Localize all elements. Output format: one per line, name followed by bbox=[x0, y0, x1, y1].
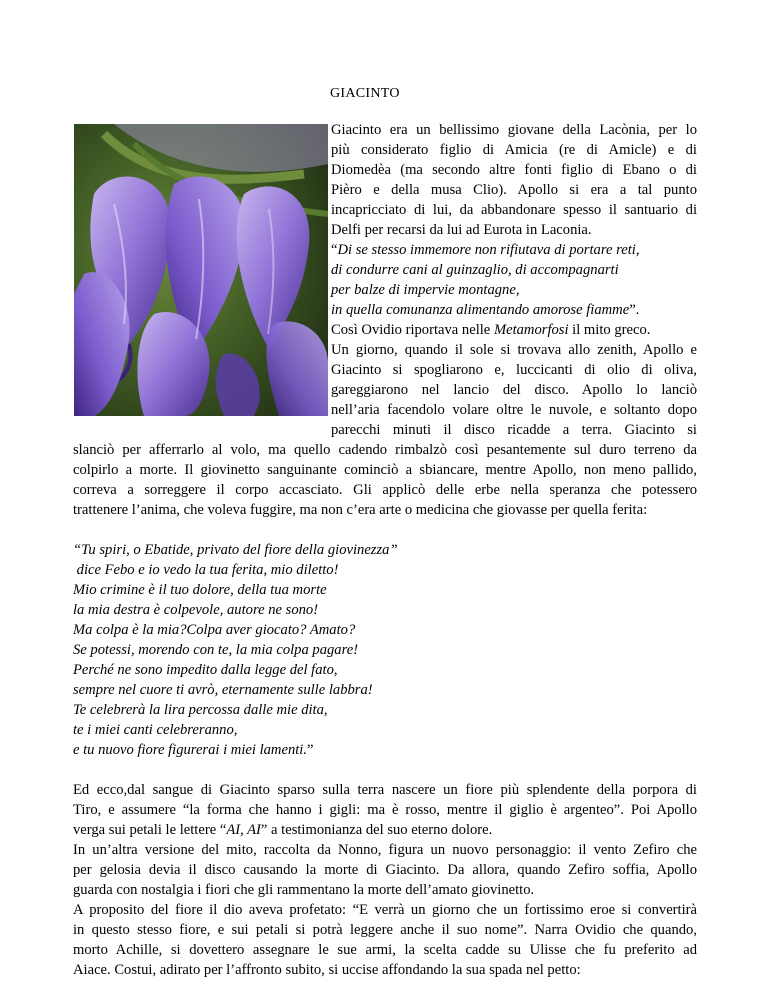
text-line: Delfi per recarsi da lui ad Eurota in Laconia. bbox=[331, 222, 592, 238]
bluebell-flower-photo bbox=[74, 124, 328, 416]
poem-text: e tu nuovo fiore figurerai i miei lamenti. bbox=[73, 742, 308, 758]
text-line: incapricciato di lui, da abbandonare spesso il santuario di bbox=[331, 202, 697, 218]
poem-line: sempre nel cuore ti avrò, eternamente sulle labbra! bbox=[73, 682, 373, 698]
text-line: correva a sorreggere il corpo accasciato. Gli applicò delle erbe nella speranza che potessero bbox=[73, 482, 697, 498]
quote-line: per balze di impervie montagne, bbox=[331, 282, 520, 298]
text-line: colpirlo a morte. Il giovinetto sanguinante cominciò a sbiancare, mentre Apollo, non meno pallido, bbox=[73, 462, 697, 478]
text-segment: verga sui petali le lettere “ bbox=[73, 822, 227, 838]
work-title: Metamorfosi bbox=[493, 322, 569, 338]
text-line bbox=[73, 820, 697, 840]
text-line: In un’altra versione del mito, raccolta da Nonno, figura un nuovo personaggio: il vento Zefiro che bbox=[73, 842, 697, 858]
ovid-text-end: il mito greco. bbox=[568, 322, 651, 338]
text-line: morto Achille, si dovettero assegnare le sue armi, la scelta cadde su Ulisse che fu preferito ad bbox=[73, 942, 697, 958]
quote-text: in quella comunanza alimentando amorose fiamme bbox=[331, 302, 630, 318]
text-line: A proposito del fiore il dio aveva profetato: “E verrà un giorno che un fortissimo eroe si convertirà bbox=[73, 902, 697, 918]
quote-line bbox=[331, 300, 697, 320]
ovid-line bbox=[331, 320, 697, 340]
close-quote: ”. bbox=[629, 302, 640, 318]
text-line: Tiro, e assumere “la forma che hanno i gigli: ma è rosso, mentre il giglio è argenteo”. Poi Apollo bbox=[73, 802, 697, 818]
page-title: GIACINTO bbox=[330, 86, 400, 101]
quote-text: Di se stesso immemore non rifiutava di portare reti, bbox=[337, 242, 640, 258]
poem-line: dice Febo e io vedo la tua ferita, mio diletto! bbox=[73, 562, 339, 578]
open-quote: “ bbox=[331, 242, 338, 258]
text-line: Giacinto era un bellissimo giovane della Lacònia, per lo bbox=[331, 122, 697, 138]
poem-line: Se potessi, morendo con te, la mia colpa pagare! bbox=[73, 642, 359, 658]
text-line: Giacinto si spogliarono e, luccicanti di olio di oliva, bbox=[331, 362, 697, 378]
quote-line: di condurre cani al guinzaglio, di accompagnarti bbox=[331, 262, 619, 278]
poem-line: la mia destra è colpevole, autore ne sono! bbox=[73, 602, 319, 618]
text-line: parecchi minuti il disco ricadde a terra. Giacinto si bbox=[331, 422, 697, 438]
ovid-text: Così Ovidio riportava nelle bbox=[331, 322, 494, 338]
quote-line bbox=[331, 240, 697, 260]
text-line: Aiace. Costui, adirato per l’affronto subito, si uccise affondando la sua spada nel petto: bbox=[73, 962, 581, 978]
poem-line: Mio crimine è il tuo dolore, della tua morte bbox=[73, 582, 327, 598]
text-line: nell’aria facendolo volare oltre le nuvole, e soltanto dopo bbox=[331, 402, 697, 418]
text-line: in questo stesso fiore, e sui petali si potrà leggere anche il suo nome”. Narra Ovidio che quando, bbox=[73, 922, 697, 938]
text-line: più considerato figlio di Amicia (re di Amicle) e di bbox=[331, 142, 697, 158]
text-line: Diomedèa (ma secondo altre fonti figlio di Ebano o di bbox=[331, 162, 697, 178]
text-line: Un giorno, quando il sole si trovava allo zenith, Apollo e bbox=[331, 342, 697, 358]
poem-line: te i miei canti celebreranno, bbox=[73, 722, 238, 738]
text-line: Ed ecco,dal sangue di Giacinto sparso sulla terra nascere un fiore più splendente della porpora di bbox=[73, 782, 697, 798]
text-line: per gelosia devia il disco causando la morte di Giacinto. Da allora, quando Zefiro soffia, Apollo bbox=[73, 862, 697, 878]
poem-line: Ma colpa è la mia?Colpa aver giocato? Amato? bbox=[73, 622, 356, 638]
poem-line: Te celebrerà la lira percossa dalle mie dita, bbox=[73, 702, 328, 718]
poem-line bbox=[73, 740, 697, 760]
poem-line: “Tu spiri, o Ebatide, privato del fiore della giovinezza” bbox=[73, 542, 398, 558]
text-line: Pièro e della musa Clio). Apollo si era a tal punto bbox=[331, 182, 697, 198]
poem-line: Perché ne sono impedito dalla legge del fato, bbox=[73, 662, 338, 678]
close-quote: ” bbox=[307, 742, 314, 758]
text-line: slanciò per afferrarlo al volo, ma quello cadendo rimbalzò così pesantemente sul duro terreno da bbox=[73, 442, 697, 458]
text-segment: ” a testimonianza del suo eterno dolore. bbox=[260, 822, 493, 838]
text-line: trattenere l’anima, che voleva fuggire, ma non c’era arte o medicina che giovasse per quella ferita: bbox=[73, 502, 648, 518]
petal-letters: AI, AI bbox=[226, 822, 261, 838]
text-line: guarda con nostalgia i fiori che gli rammentano la morte dell’amato giovinetto. bbox=[73, 882, 535, 898]
text-line: gareggiarono nel lancio del disco. Apollo lo lanciò bbox=[331, 382, 697, 398]
